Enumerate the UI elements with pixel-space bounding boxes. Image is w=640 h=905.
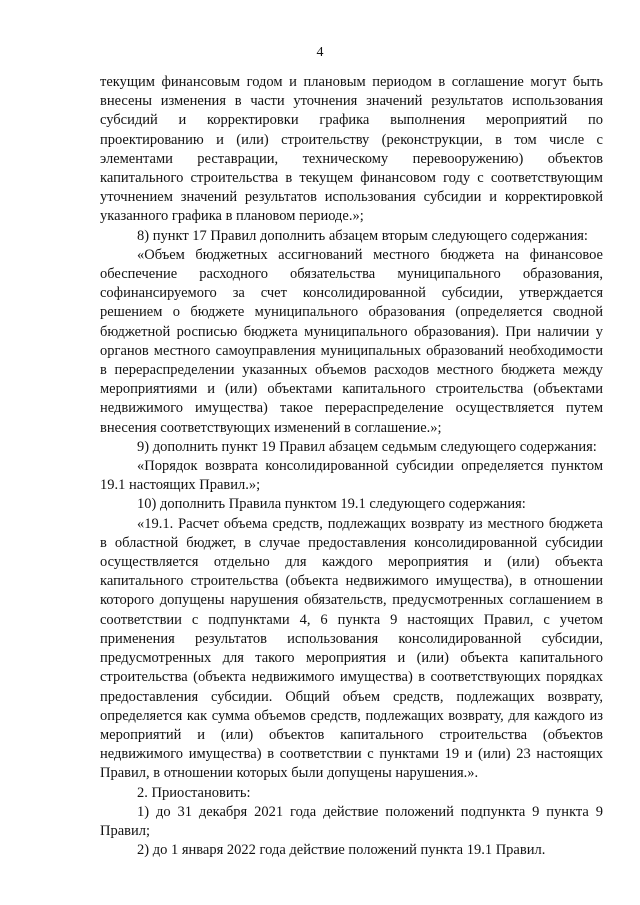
- document-body: [100, 73, 603, 860]
- paragraph-item-9: 9) дополнить пункт 19 Правил абзацем седьмым следующего содержания:: [137, 438, 597, 455]
- paragraph-quote-refund-order: «Порядок возврата консолидированной субсидии определяется пунктом 19.1 настоящих Правил.»;: [100, 458, 603, 494]
- paragraph-suspend-2: 2) до 1 января 2022 года действие положений пункта 19.1 Правил.: [137, 842, 546, 859]
- paragraph-quote-budget: «Объем бюджетных ассигнований местного бюджета на финансовое обеспечение расходного обязательства муниципального образования, софинансируемого за счет консолидированной субсидии, утверждается решением о бюджете муниципального образования (определяется сводной бюджетной росписью бюджета муниципального образования). При наличии у органов местного самоуправления муниципальных образований необходимости в перераспределении указанных объемов расходов местного бюджета между мероприятиями и (или) объектами капитального строительства (объектами недвижимого имущества) такое перераспределение осуществляется путем внесения соответствующих изменений в соглашение.»;: [100, 246, 603, 436]
- page-number: 4: [316, 45, 324, 60]
- paragraph-suspend-1: 1) до 31 декабря 2021 года действие положений подпункта 9 пункта 9 Правил;: [100, 803, 603, 839]
- paragraph-item-10: 10) дополнить Правила пунктом 19.1 следующего содержания:: [137, 496, 526, 513]
- paragraph-suspend: 2. Приостановить:: [137, 784, 251, 801]
- paragraph-quote-19-1: «19.1. Расчет объема средств, подлежащих возврату из местного бюджета в областной бюджет, в случае предоставления консолидированной субсидии осуществляется отдельно для каждого мероприятия и (или) объекта капитального строительства (объекта недвижимого имущества), в отношении которого допущены нарушения обязательств, предусмотренных соглашением в соответствии с подпунктами 4, 6 пункта 9 настоящих Правил, с учетом применения результатов использования консолидированной субсидии, предусмотренных для такого мероприятия и (или) объекта капитального строительства (объекта недвижимого имущества) в соответствующих порядках предоставления субсидии. Общий объем средств, подлежащих возврату, определяется как сумма объемов средств, подлежащих возврату, для каждого из мероприятий и (или) объектов капитального строительства (объектов недвижимого имущества) в соответствии с пунктами 19 и (или) 23 настоящих Правил, в отношении которых были допущены нарушения.».: [100, 515, 603, 782]
- paragraph-continuation: текущим финансовым годом и плановым периодом в соглашение могут быть внесены изменения в части уточнения значений результатов использования субсидий и корректировки графика выполнения мероприятий по проектированию и (или) строительству (реконструкции, в том числе с элементами реставрации, техническому перевооружению) объектов капитального строительства в текущем финансовом году с соответствующим уточнением значений результатов использования субсидии и корректировкой указанного графика в плановом периоде.»;: [100, 74, 603, 225]
- paragraph-item-8: 8) пункт 17 Правил дополнить абзацем вторым следующего содержания:: [137, 227, 588, 244]
